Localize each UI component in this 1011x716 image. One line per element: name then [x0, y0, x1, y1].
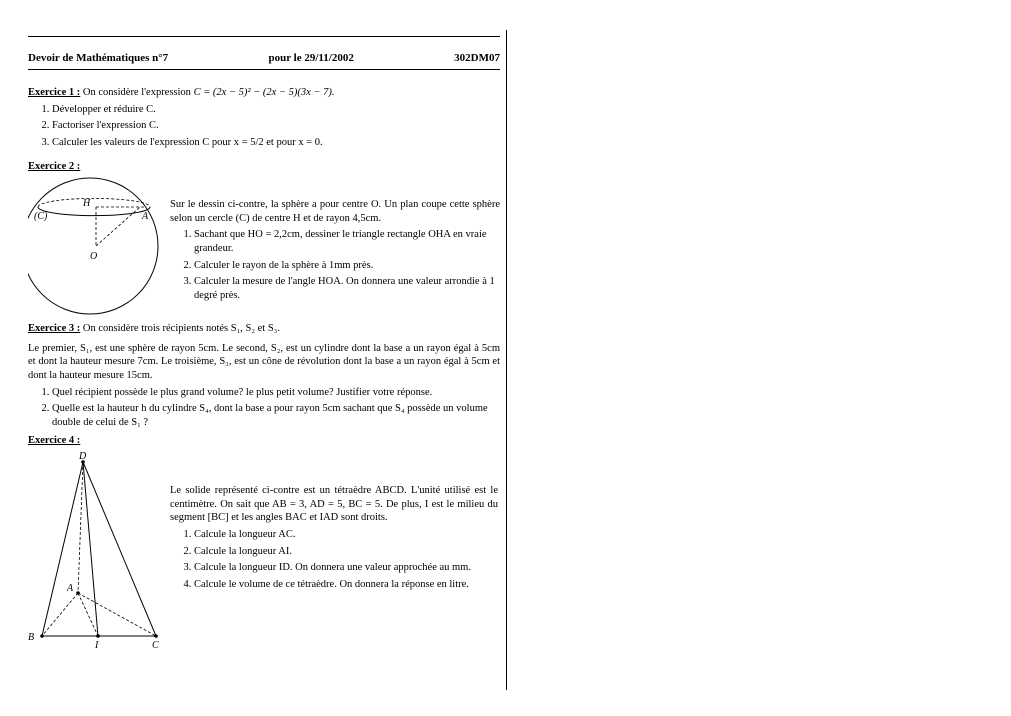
point-I	[96, 634, 100, 638]
exercise-2-item-3: 3. Calculer la mesure de l'angle HOA. On donnera une valeur arrondie à 1 degré près.	[194, 275, 500, 302]
header	[28, 37, 500, 69]
segment-OA	[96, 207, 140, 246]
exercise-1	[28, 86, 500, 153]
section-circle-front	[38, 207, 150, 216]
exercise-3-intro: On considère trois récipients notés S₁, S₂ et S₃.	[82, 323, 280, 334]
edge-DC	[83, 462, 156, 636]
edge-DI	[83, 462, 98, 636]
exercise-2-item-2: 2. Calculer le rayon de la sphère à 1mm près.	[194, 259, 500, 273]
label-C: (C)	[34, 211, 48, 222]
worksheet-page	[28, 36, 500, 650]
point-B	[40, 634, 44, 638]
exercise-3-paragraph: Le premier, S₁, est une sphère de rayon 5cm. Le second, S₂, est un cylindre dont la base a un rayon égal à 5cm et dont la hauteur mesure 7cm. Le troisième, S₃, est un cône de révolution dont la base a un rayon égal à 5cm et dont la hauteur mesure 15cm.	[28, 342, 500, 381]
section-circle-back	[38, 198, 150, 207]
edge-DB	[42, 462, 83, 636]
exercise-1-item-1: 1. Développer et réduire C.	[52, 103, 500, 117]
edge-AC	[78, 593, 156, 636]
exercise-2	[28, 160, 500, 301]
exercise-1-title: Exercice 1 :	[28, 87, 81, 98]
exercise-1-item-2: 2. Factoriser l'expression C.	[52, 119, 500, 133]
exercise-4-title: Exercice 4 :	[28, 435, 81, 446]
exercise-3-list	[28, 386, 500, 430]
exercise-4	[28, 434, 500, 650]
exercise-4-item-4: 4. Calcule le volume de ce tétraèdre. On donnera la réponse en litre.	[194, 578, 498, 592]
exercise-2-text	[170, 198, 500, 305]
header-bottom-rule	[28, 69, 500, 70]
label-A: A	[142, 211, 149, 222]
label-I: I	[95, 640, 99, 650]
exercise-4-item-1: 1. Calcule la longueur AC.	[194, 528, 498, 542]
exercise-3	[28, 322, 500, 432]
exercise-1-item-3: 3. Calculer les valeurs de l'expression C pour x = 5/2 et pour x = 0.	[52, 136, 500, 150]
exercise-2-list	[170, 228, 500, 302]
point-C	[154, 634, 158, 638]
exercise-2-item-1: 1. Sachant que HO = 2,2cm, dessiner le triangle rectangle OHA en vraie grandeur.	[194, 228, 500, 255]
exercise-2-title: Exercice 2 :	[28, 161, 81, 172]
exercise-3-title: Exercice 3 :	[28, 323, 81, 334]
exercise-3-item-1: 1. Quel récipient possède le plus grand volume? le plus petit volume? Justifier votre réponse.	[52, 386, 500, 400]
exercise-4-text	[170, 484, 498, 594]
label-A: A	[67, 583, 74, 594]
exercise-1-expression: C = (2x − 5)² − (2x − 5)(3x − 7).	[193, 87, 335, 98]
exercise-4-list	[170, 528, 498, 592]
sphere-figure	[28, 176, 163, 316]
label-O: O	[90, 251, 98, 262]
header-code: 302DM07	[454, 52, 500, 64]
label-D: D	[79, 451, 87, 462]
label-C: C	[152, 640, 159, 650]
exercise-4-item-2: 2. Calcule la longueur AI.	[194, 545, 498, 559]
column-divider	[506, 30, 507, 690]
exercise-2-intro: Sur le dessin ci-contre, la sphère a pour centre O. Un plan coupe cette sphère selon un cercle (C) de centre H et de rayon 4,5cm.	[170, 199, 500, 224]
tetrahedron-figure	[28, 450, 168, 650]
label-B: B	[28, 632, 35, 643]
exercise-4-intro: Le solide représenté ci-contre est un tétraèdre ABCD. L'unité utilisé est le centimètre. On sait que AB = 3, AD = 5, BC = 5. De plus, I est le milieu du segment [BC] et les angles BAC et IAD sont droits.	[170, 485, 498, 524]
exercise-1-list	[28, 103, 500, 150]
label-H: H	[83, 198, 91, 209]
point-A	[76, 591, 80, 595]
exercise-3-item-2: 2. Quelle est la hauteur h du cylindre S₄, dont la base a pour rayon 5cm sachant que S₄ possède un volume double de celui de S₁ ?	[52, 402, 500, 429]
exercise-4-item-3: 3. Calcule la longueur ID. On donnera une valeur approchée au mm.	[194, 561, 498, 575]
exercise-1-intro: On considère l'expression	[82, 87, 191, 98]
header-title: Devoir de Mathématiques n°7	[28, 52, 169, 64]
header-date: pour le 29/11/2002	[268, 52, 354, 64]
